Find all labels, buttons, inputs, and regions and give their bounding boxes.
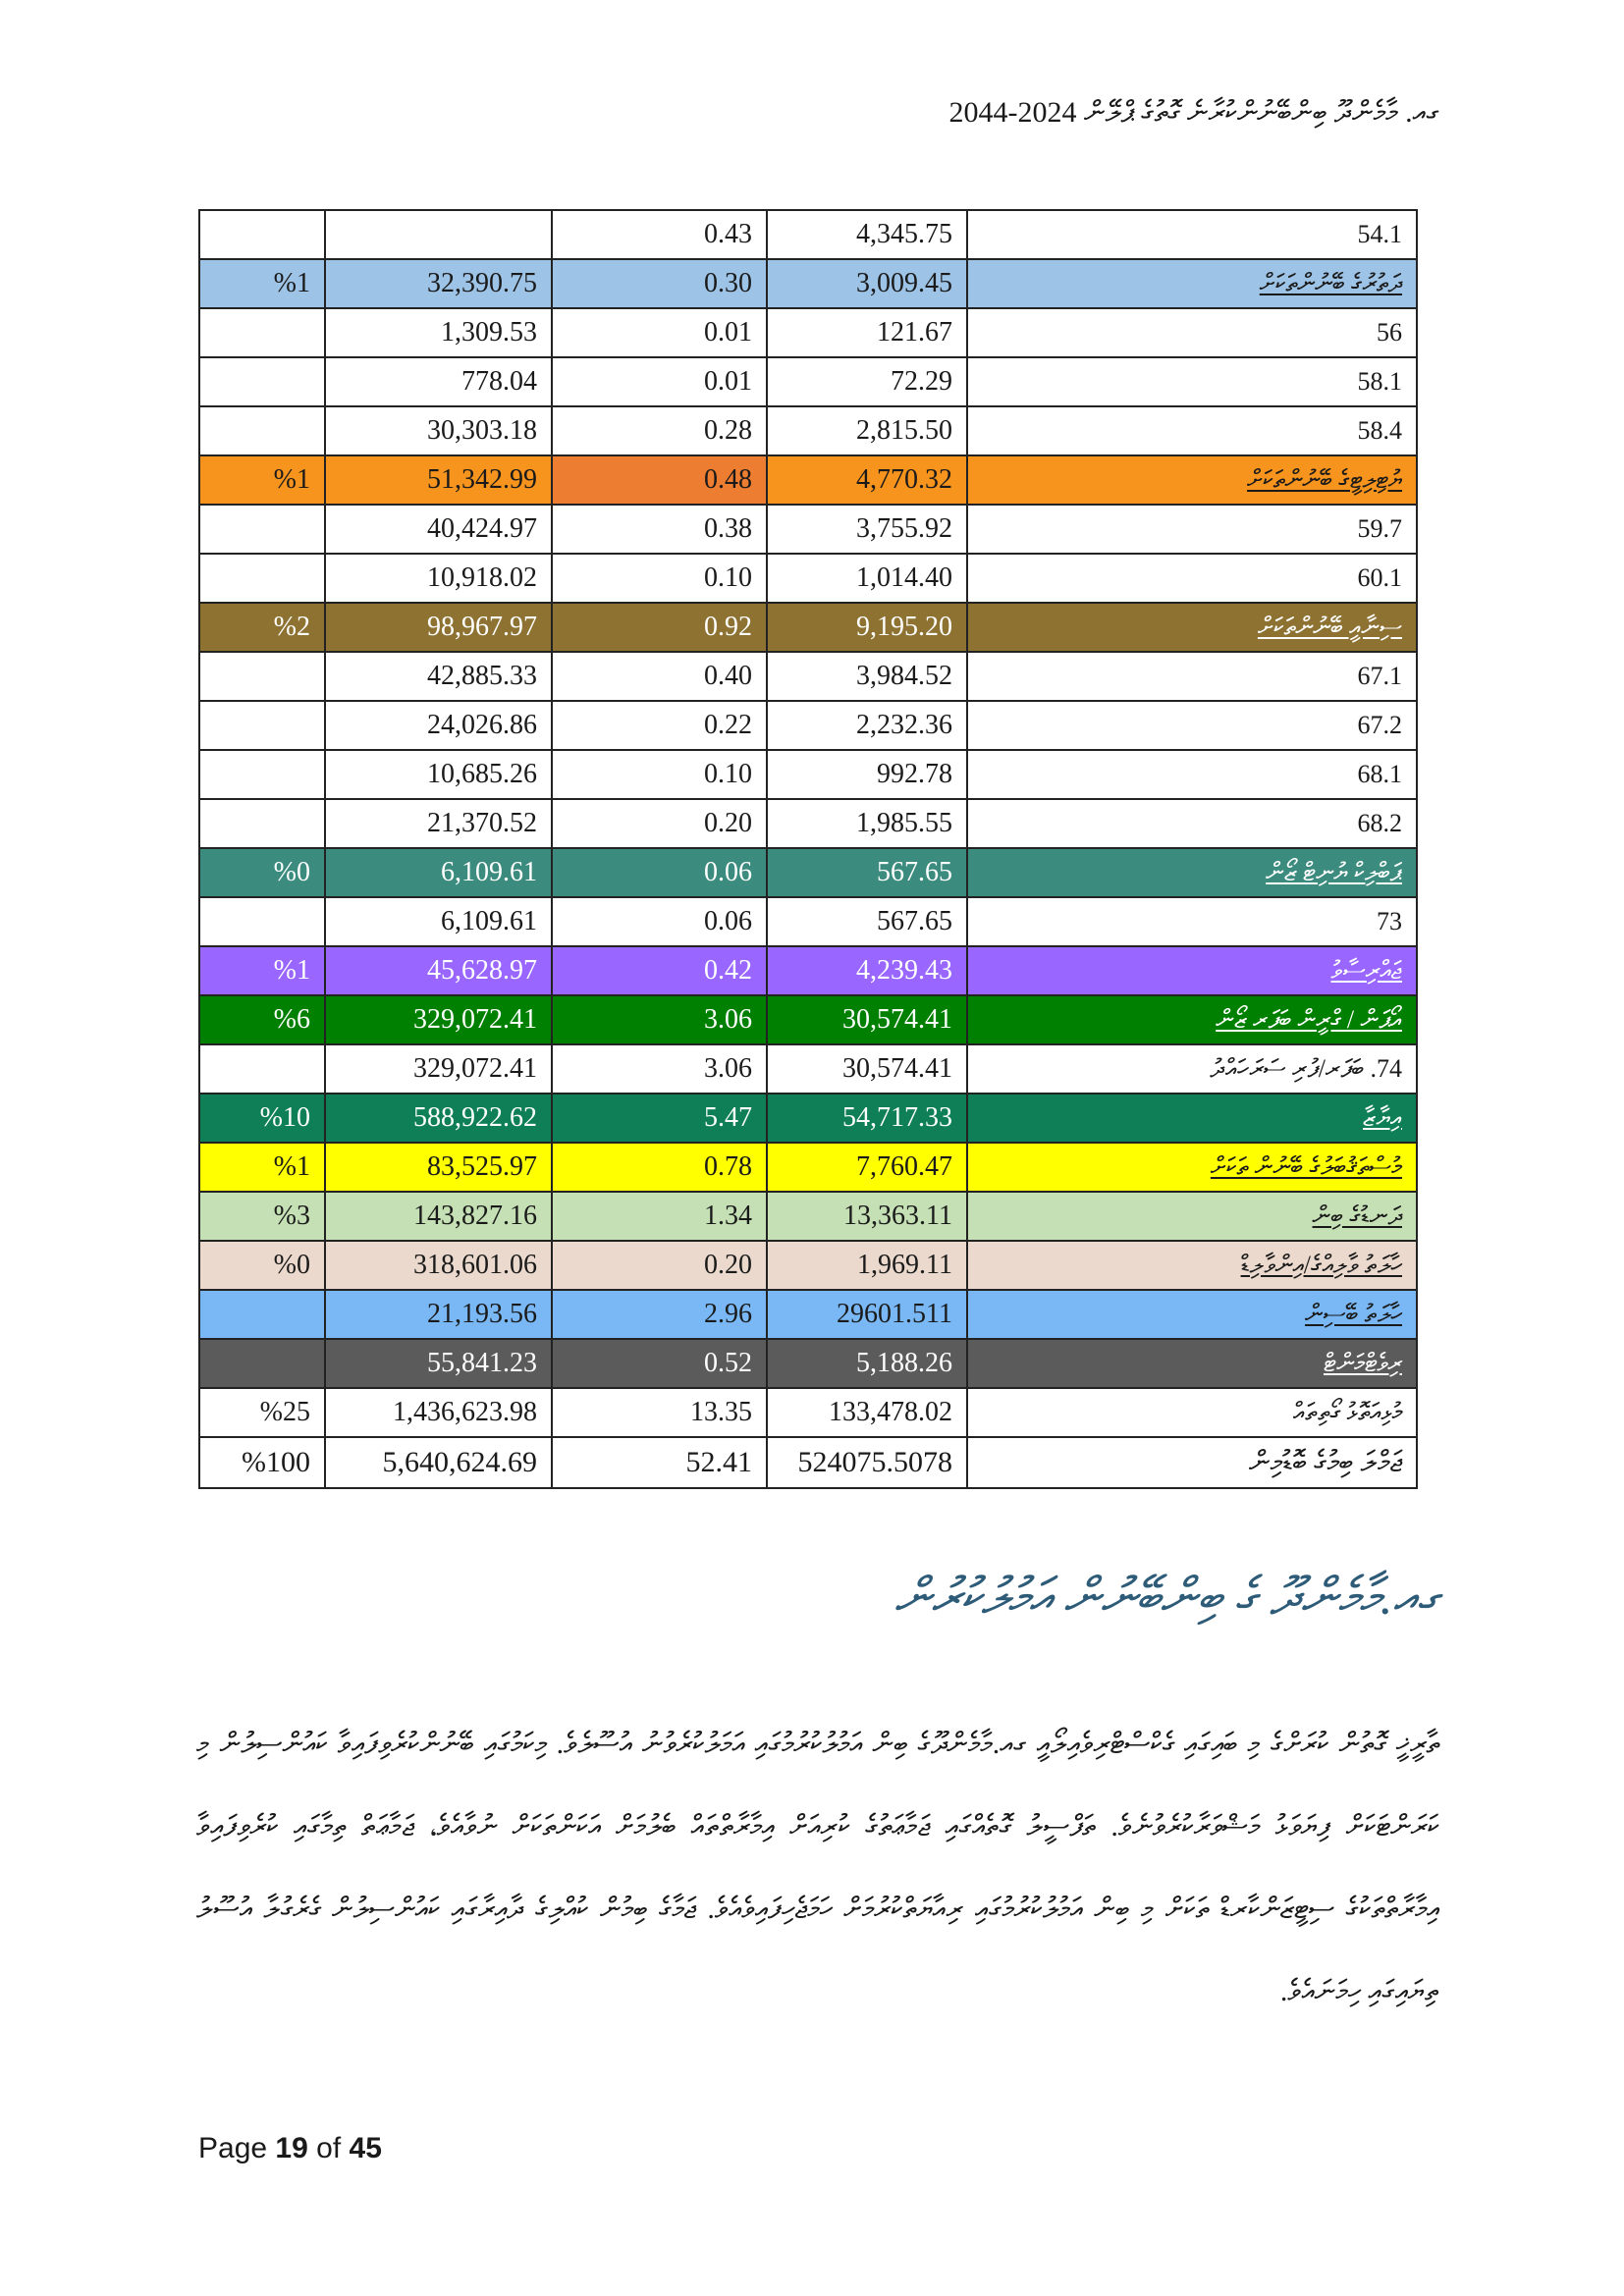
- cell-label: ޖަމްލަ ބިމުގެ ބޮޑުމިން: [967, 1437, 1417, 1488]
- cell-label: ޖައްރިސާވު: [967, 946, 1417, 995]
- table-row: [199, 505, 1417, 554]
- cell-area-total: 143,827.16: [325, 1192, 552, 1241]
- cell-area-total: 42,885.33: [325, 652, 552, 701]
- table-row: [199, 210, 1417, 259]
- cell-area: 133,478.02: [767, 1388, 967, 1437]
- cell-percent: [199, 505, 325, 554]
- cell-area: 2,815.50: [767, 406, 967, 455]
- cell-area-total: 98,967.97: [325, 603, 552, 652]
- cell-area-total: [325, 210, 552, 259]
- cell-label: 67.2: [967, 701, 1417, 750]
- cell-area: 54,717.33: [767, 1094, 967, 1143]
- cell-area-total: 55,841.23: [325, 1339, 552, 1388]
- cell-label: ރިވެޓްމަންޓް: [967, 1339, 1417, 1388]
- table-row: [199, 603, 1417, 652]
- cell-area: 13,363.11: [767, 1192, 967, 1241]
- cell-area: 4,239.43: [767, 946, 967, 995]
- cell-label: 68.1: [967, 750, 1417, 799]
- table-row: [199, 554, 1417, 603]
- cell-area: 4,770.32: [767, 455, 967, 505]
- cell-area: 2,232.36: [767, 701, 967, 750]
- cell-label: ސިނާއީ ބޭނުންތަކަށް: [967, 603, 1417, 652]
- table-row: [199, 1241, 1417, 1290]
- cell-area: 29601.511: [767, 1290, 967, 1339]
- cell-percent: [199, 357, 325, 406]
- table-row: [199, 259, 1417, 308]
- cell-ratio: 0.01: [552, 308, 767, 357]
- cell-percent: %1: [199, 455, 325, 505]
- table-row: [199, 1143, 1417, 1192]
- cell-ratio: 0.01: [552, 357, 767, 406]
- cell-label: 67.1: [967, 652, 1417, 701]
- cell-label: ޔުޓިލިޓީގެ ބޭނުންތަކަށް: [967, 455, 1417, 505]
- cell-area: 72.29: [767, 357, 967, 406]
- cell-ratio: 0.40: [552, 652, 767, 701]
- cell-label: ހާލަތު ބޭސިން: [967, 1290, 1417, 1339]
- table-row: [199, 1044, 1417, 1094]
- footer-prefix: Page: [198, 2132, 268, 2164]
- cell-area-total: 51,342.99: [325, 455, 552, 505]
- cell-area-total: 778.04: [325, 357, 552, 406]
- cell-ratio: 0.38: [552, 505, 767, 554]
- table-row: [199, 1388, 1417, 1437]
- cell-label: ދަތުރުގެ ބޭނުންތަކަށް: [967, 259, 1417, 308]
- cell-percent: %10: [199, 1094, 325, 1143]
- cell-area: 1,985.55: [767, 799, 967, 848]
- cell-percent: %25: [199, 1388, 325, 1437]
- cell-ratio: 52.41: [552, 1437, 767, 1488]
- cell-area-total: 1,309.53: [325, 308, 552, 357]
- cell-label: 56: [967, 308, 1417, 357]
- table-row: [199, 1192, 1417, 1241]
- cell-label: 73: [967, 897, 1417, 946]
- table-row: [199, 357, 1417, 406]
- cell-percent: [199, 652, 325, 701]
- table-row: [199, 455, 1417, 505]
- cell-area-total: 5,640,624.69: [325, 1437, 552, 1488]
- cell-percent: %100: [199, 1437, 325, 1488]
- cell-area: 3,009.45: [767, 259, 967, 308]
- cell-area-total: 83,525.97: [325, 1143, 552, 1192]
- cell-label: ހާލަތު ވާލިއްގެ/އިންވާލިޑް: [967, 1241, 1417, 1290]
- cell-ratio: 0.10: [552, 750, 767, 799]
- page-footer: [198, 2132, 382, 2165]
- table-row: [199, 701, 1417, 750]
- cell-percent: [199, 750, 325, 799]
- table-row: [199, 995, 1417, 1044]
- cell-percent: [199, 308, 325, 357]
- cell-area-total: 329,072.41: [325, 995, 552, 1044]
- cell-ratio: 0.78: [552, 1143, 767, 1192]
- table-row: [199, 799, 1417, 848]
- table-row: [199, 1437, 1417, 1488]
- cell-percent: [199, 1339, 325, 1388]
- cell-percent: [199, 406, 325, 455]
- cell-percent: %3: [199, 1192, 325, 1241]
- cell-area-total: 21,193.56: [325, 1290, 552, 1339]
- cell-area-total: 318,601.06: [325, 1241, 552, 1290]
- table-row: [199, 750, 1417, 799]
- cell-ratio: 0.20: [552, 799, 767, 848]
- cell-area-total: 588,922.62: [325, 1094, 552, 1143]
- cell-area-total: 30,303.18: [325, 406, 552, 455]
- cell-percent: %0: [199, 1241, 325, 1290]
- cell-ratio: 3.06: [552, 995, 767, 1044]
- table-row: [199, 652, 1417, 701]
- cell-label: 54.1: [967, 210, 1417, 259]
- cell-ratio: 0.28: [552, 406, 767, 455]
- cell-label: 74. ބަފަރ/ފުރި ސަރަހައްދު: [967, 1044, 1417, 1094]
- cell-percent: %1: [199, 946, 325, 995]
- cell-area-total: 40,424.97: [325, 505, 552, 554]
- cell-ratio: 0.06: [552, 848, 767, 897]
- cell-area-total: 10,685.26: [325, 750, 552, 799]
- cell-area-total: 24,026.86: [325, 701, 552, 750]
- cell-area-total: 45,628.97: [325, 946, 552, 995]
- cell-area: 7,760.47: [767, 1143, 967, 1192]
- footer-page-number: 19: [275, 2132, 308, 2164]
- cell-ratio: 13.35: [552, 1388, 767, 1437]
- cell-percent: [199, 1044, 325, 1094]
- cell-ratio: 0.06: [552, 897, 767, 946]
- cell-area: 4,345.75: [767, 210, 967, 259]
- table-row: [199, 406, 1417, 455]
- cell-percent: [199, 701, 325, 750]
- cell-label: 60.1: [967, 554, 1417, 603]
- footer-of: of: [316, 2132, 342, 2164]
- section-heading: ގއ.މާމެންދޫ ގެ ބިންބޭނުން އަމުލުކުރުން: [893, 1570, 1439, 1626]
- cell-label: 68.2: [967, 799, 1417, 848]
- cell-label: 58.4: [967, 406, 1417, 455]
- table-row: [199, 897, 1417, 946]
- cell-area: 1,014.40: [767, 554, 967, 603]
- cell-area-total: 6,109.61: [325, 897, 552, 946]
- document-header: [196, 96, 1439, 130]
- cell-ratio: 3.06: [552, 1044, 767, 1094]
- cell-area: 3,755.92: [767, 505, 967, 554]
- cell-area: 567.65: [767, 897, 967, 946]
- footer-page-total: 45: [349, 2132, 382, 2164]
- cell-area: 5,188.26: [767, 1339, 967, 1388]
- cell-percent: [199, 897, 325, 946]
- header-title: ގއ. މާމެންދޫ ބިންބޭނުންކުރާނެ ގޮތުގެ ޕްލޭން 2024-2044: [948, 96, 1439, 129]
- cell-area-total: 32,390.75: [325, 259, 552, 308]
- table-row: [199, 1339, 1417, 1388]
- cell-ratio: 0.92: [552, 603, 767, 652]
- cell-ratio: 2.96: [552, 1290, 767, 1339]
- cell-area-total: 329,072.41: [325, 1044, 552, 1094]
- cell-label: ދަނޑުގެ ބިން: [967, 1192, 1417, 1241]
- cell-ratio: 0.52: [552, 1339, 767, 1388]
- cell-ratio: 0.42: [552, 946, 767, 995]
- cell-area: 30,574.41: [767, 1044, 967, 1094]
- cell-percent: %6: [199, 995, 325, 1044]
- cell-area-total: 1,436,623.98: [325, 1388, 552, 1437]
- cell-ratio: 5.47: [552, 1094, 767, 1143]
- cell-ratio: 0.10: [552, 554, 767, 603]
- cell-area-total: 10,918.02: [325, 554, 552, 603]
- cell-percent: %2: [199, 603, 325, 652]
- cell-label: މުޅިއަތޮޅު ގޯތިތައް: [967, 1388, 1417, 1437]
- cell-ratio: 0.30: [552, 259, 767, 308]
- table-row: [199, 1094, 1417, 1143]
- section-paragraph: ތާރީޚީ ގޮތުން ކުރަށްގެ މި ބައިގައި ގެކްސްޓްރިވެއިލޯއީ ގއ.މާމެންދޫގެ ބިން އަމުލުކުރުމުގައި އަމަލުކުރެވުނު އުސޫލެވެ. މިކަމުގައި ބޭނުންކުރެވިފައިވާ ކައުންސިލުން މި ކަރަންޓަކަށް ފިޔަވަޅު މަޝްވަރާކުރެވުނެވެ. ތަފްސީލު ގޮތެއްގައި ޖަމާޢަތުގެ ކުރިއަށް އިމާރާތްތައް ބެލުމަށް އަކަންތަކަށް ނުވާއެވެ، ޖަމާޢަތް ތިމާގައި ކުރެވިފައިވާ އިމާރާތްތަކުގެ ސިޓީޒަންކާރޑް ތަކަށް މި ބިން އަމުލުކުރުމުގައި ރިއާޔަތްކުރުމަށް ހަމަޖެހިފައިވެއެވެ. ޖަމާގެ ބިމުން ކުއްލިގެ ދާއިރާގައި ކައުންސިލުން ގެރެގުލާ އުސޫލު ތިޔައިގައި ހިމަނައެވެ.: [196, 1728, 1439, 2007]
- cell-percent: [199, 554, 325, 603]
- cell-label: އިޔާޒާ: [967, 1094, 1417, 1143]
- cell-area: 3,984.52: [767, 652, 967, 701]
- cell-percent: [199, 210, 325, 259]
- cell-area: 121.67: [767, 308, 967, 357]
- land-use-table-body: [199, 210, 1417, 1488]
- cell-percent: %1: [199, 259, 325, 308]
- land-use-table: [198, 209, 1418, 1489]
- cell-area: 992.78: [767, 750, 967, 799]
- cell-ratio: 0.48: [552, 455, 767, 505]
- cell-area: 30,574.41: [767, 995, 967, 1044]
- cell-area: 9,195.20: [767, 603, 967, 652]
- cell-label: މުސްތަޤުބަލުގެ ބޭނުން ތަކަށް: [967, 1143, 1417, 1192]
- cell-ratio: 1.34: [552, 1192, 767, 1241]
- cell-label: ޕަބްލިކް ޔުނިޓް ޒޯން: [967, 848, 1417, 897]
- cell-area: 1,969.11: [767, 1241, 967, 1290]
- cell-area-total: 21,370.52: [325, 799, 552, 848]
- cell-percent: [199, 799, 325, 848]
- cell-area: 524075.5078: [767, 1437, 967, 1488]
- cell-ratio: 0.22: [552, 701, 767, 750]
- table-row: [199, 946, 1417, 995]
- cell-ratio: 0.43: [552, 210, 767, 259]
- cell-label: 59.7: [967, 505, 1417, 554]
- table-row: [199, 848, 1417, 897]
- table-row: [199, 308, 1417, 357]
- cell-label: 58.1: [967, 357, 1417, 406]
- cell-ratio: 0.20: [552, 1241, 767, 1290]
- cell-area-total: 6,109.61: [325, 848, 552, 897]
- cell-percent: %1: [199, 1143, 325, 1192]
- cell-percent: %0: [199, 848, 325, 897]
- cell-percent: [199, 1290, 325, 1339]
- cell-area: 567.65: [767, 848, 967, 897]
- cell-label: އޯޕަން / ގްރީން ބަފަރ ޒޯން: [967, 995, 1417, 1044]
- table-row: [199, 1290, 1417, 1339]
